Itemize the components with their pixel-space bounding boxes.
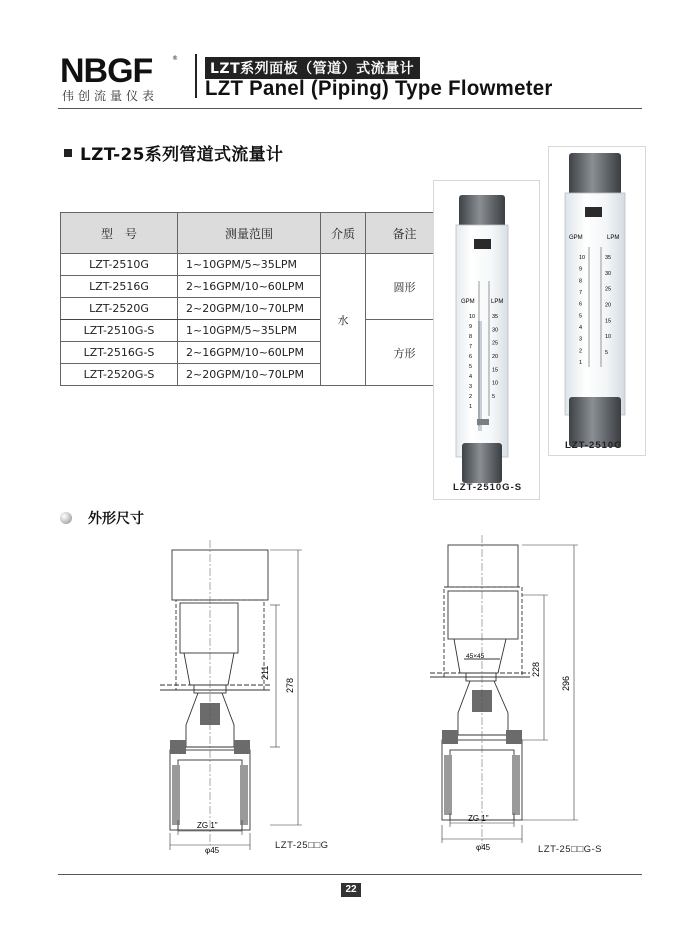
dim-height-278: 278	[285, 677, 295, 693]
scale-gpm-value: 7	[579, 290, 583, 296]
scale-gpm-value: 3	[579, 336, 583, 343]
scale-gpm-value: 6	[579, 301, 583, 308]
caption-square-model: LZT-2510G-S	[453, 482, 523, 493]
header-divider	[195, 54, 197, 98]
cell-model: LZT-2520G-S	[61, 364, 178, 386]
section-title: LZT-25系列管道式流量计	[80, 145, 284, 165]
dim-thread: ZG 1"	[197, 821, 218, 830]
flowmeter-square-illustration	[434, 181, 539, 499]
dim-height-211: 211	[260, 665, 270, 680]
scale-gpm-value: 5	[579, 313, 583, 320]
cell-range: 2~16GPM/10~60LPM	[178, 342, 321, 364]
cell-range: 1~10GPM/5~35LPM	[178, 320, 321, 342]
flowmeter-round-illustration	[549, 147, 645, 455]
scale-label-gpm: GPM	[569, 235, 583, 241]
scale-lpm-value: 15	[605, 318, 612, 325]
scale-lpm-value: 35	[492, 314, 499, 320]
table-row	[61, 320, 444, 342]
drawing-square-model	[420, 535, 610, 855]
scale-gpm-value: 9	[469, 324, 473, 330]
cell-range: 2~16GPM/10~60LPM	[178, 276, 321, 298]
scale-lpm-value: 15	[492, 367, 499, 374]
scale-gpm-value: 7	[469, 344, 473, 350]
scale-gpm-value: 2	[579, 348, 583, 355]
logo-text: NBGF	[60, 52, 153, 86]
header-title-en: LZT Panel (Piping) Type Flowmeter	[205, 77, 553, 100]
table-row	[61, 254, 444, 276]
scale-lpm-value: 5	[605, 350, 609, 356]
dim-diameter: φ45	[205, 846, 220, 855]
company-logo	[60, 52, 178, 86]
table-header-row	[61, 213, 444, 254]
dim-square: 45×45	[466, 653, 485, 660]
scale-lpm-value: 30	[492, 327, 499, 334]
cell-model: LZT-2516G-S	[61, 342, 178, 364]
scale-gpm-value: 1	[579, 360, 583, 366]
scale-gpm-value: 5	[469, 364, 473, 370]
dim-height-228: 228	[531, 661, 541, 677]
cell-model: LZT-2510G	[61, 254, 178, 276]
col-header-range: 测量范围	[178, 213, 321, 254]
spec-table	[60, 212, 444, 386]
section-bullet-circle	[60, 512, 72, 524]
scale-gpm-value: 8	[469, 334, 473, 340]
cell-note-round: 圆形	[366, 254, 444, 320]
logo-subtitle: 伟创流量仪表	[62, 89, 159, 103]
scale-gpm-value: 4	[469, 374, 473, 380]
page-number: 22	[341, 883, 361, 897]
scale-gpm-value: 4	[579, 325, 583, 331]
cell-model: LZT-2516G	[61, 276, 178, 298]
photo-round-flowmeter	[548, 146, 646, 456]
dim-diameter: φ45	[476, 843, 491, 852]
scale-label-gpm: GPM	[461, 299, 475, 305]
scale-gpm-value: 10	[579, 255, 586, 261]
dimensions-title: 外形尺寸	[88, 511, 144, 527]
cell-range: 1~10GPM/5~35LPM	[178, 254, 321, 276]
caption-round-model: LZT-2510G	[565, 440, 623, 451]
cell-range: 2~20GPM/10~70LPM	[178, 298, 321, 320]
scale-lpm-value: 25	[492, 340, 499, 347]
col-header-model: 型 号	[61, 213, 178, 254]
svg-text:®: ®	[172, 55, 178, 62]
scale-lpm-value: 10	[605, 334, 612, 341]
cell-note-square: 方形	[366, 320, 444, 386]
scale-lpm-value: 20	[605, 302, 612, 309]
scale-gpm-value: 1	[469, 404, 473, 410]
col-header-medium: 介质	[321, 213, 366, 254]
scale-lpm-value: 35	[605, 255, 612, 261]
cell-model: LZT-2520G	[61, 298, 178, 320]
section-bullet	[64, 149, 72, 157]
photo-square-flowmeter	[433, 180, 540, 500]
model-label-left: LZT-25□□G	[275, 840, 329, 851]
scale-gpm-value: 9	[579, 266, 583, 273]
scale-lpm-value: 10	[492, 380, 499, 387]
model-label-right: LZT-25□□G-S	[538, 844, 602, 855]
dim-thread: ZG 1"	[468, 814, 489, 823]
footer-rule	[58, 874, 642, 875]
cell-model: LZT-2510G-S	[61, 320, 178, 342]
scale-label-lpm: LPM	[607, 235, 620, 241]
scale-gpm-value: 6	[469, 354, 473, 360]
scale-lpm-value: 30	[605, 270, 612, 277]
cell-range: 2~20GPM/10~70LPM	[178, 364, 321, 386]
scale-gpm-value: 8	[579, 278, 583, 285]
col-header-note: 备注	[366, 213, 444, 254]
header-rule	[58, 108, 642, 109]
cell-medium: 水	[321, 254, 366, 386]
scale-lpm-value: 5	[492, 394, 496, 400]
scale-gpm-value: 10	[469, 314, 476, 320]
drawing-round-model	[150, 535, 330, 855]
scale-lpm-value: 25	[605, 286, 612, 293]
scale-label-lpm: LPM	[491, 299, 504, 305]
dim-height-296: 296	[561, 675, 571, 691]
scale-gpm-value: 3	[469, 384, 473, 390]
scale-lpm-value: 20	[492, 354, 499, 360]
scale-gpm-value: 2	[469, 394, 473, 400]
header-title-cn: LZT系列面板（管道）式流量计	[205, 57, 420, 79]
